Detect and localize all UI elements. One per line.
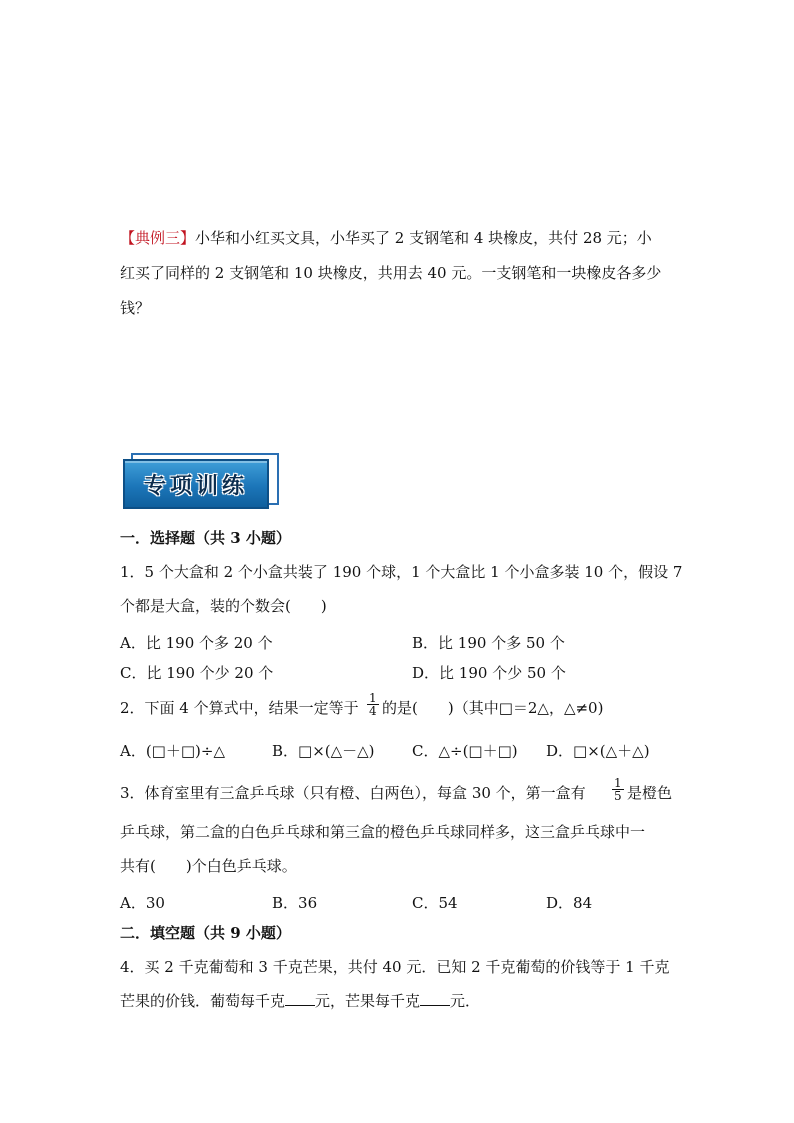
q3-fraction bbox=[612, 777, 624, 802]
q3-option-c: C．54 bbox=[412, 894, 458, 912]
q4-line1: 4．买 2 千克葡萄和 3 千克芒果，共付 40 元．已知 2 千克葡萄的价钱等于 1 千克 bbox=[120, 958, 670, 976]
section1-title: 一．选择题（共 3 小题） bbox=[120, 529, 291, 547]
q2-fraction-denominator: 4 bbox=[369, 704, 377, 718]
section-banner bbox=[123, 459, 269, 509]
q2-fraction bbox=[367, 692, 379, 717]
q2-option-c: C．△÷(□＋□) bbox=[412, 742, 518, 760]
example3-tag: 【典例三】 bbox=[120, 229, 196, 247]
q1-option-a: A．比 190 个多 20 个 bbox=[120, 634, 273, 652]
q2-suffix: 的是( )（其中□＝2△，△≠0) bbox=[382, 699, 604, 717]
q1-option-d: D．比 190 个少 50 个 bbox=[412, 664, 566, 682]
example3-line1 bbox=[120, 228, 652, 248]
q2-fraction-numerator: 1 bbox=[369, 691, 377, 705]
q3-prefix: 3．体育室里有三盒乒乓球（只有橙、白两色），每盒 30 个，第一盒有 bbox=[120, 784, 586, 802]
q3-fraction-numerator: 1 bbox=[614, 776, 622, 790]
example3-text1: 小华和小红买文具，小华买了 2 支钢笔和 4 块橡皮，共付 28 元；小 bbox=[195, 229, 652, 247]
example3-line2: 红买了同样的 2 支钢笔和 10 块橡皮，共用去 40 元。一支钢笔和一块橡皮各多少 bbox=[120, 264, 662, 282]
q4-blank-mango-price[interactable] bbox=[420, 991, 450, 1006]
q3-option-a: A．30 bbox=[120, 894, 165, 912]
q3-line3: 共有( )个白色乒乓球。 bbox=[120, 857, 297, 875]
q1-line2: 个都是大盒，装的个数会( ) bbox=[120, 597, 327, 615]
q4-line2 bbox=[120, 991, 480, 1011]
q4-text-c: 元． bbox=[450, 992, 481, 1010]
q4-blank-grape-price[interactable] bbox=[285, 991, 315, 1006]
q2-prefix: 2．下面 4 个算式中，结果一定等于 bbox=[120, 699, 359, 717]
q4-text-a: 芒果的价钱．葡萄每千克 bbox=[120, 992, 286, 1010]
q3-line2: 乒乓球，第二盒的白色乒乓球和第三盒的橙色乒乓球同样多，这三盒乒乓球中一 bbox=[120, 823, 646, 841]
q2-option-b: B．□×(△－△) bbox=[272, 742, 375, 760]
example3-line3: 钱？ bbox=[120, 299, 151, 317]
q1-option-b: B．比 190 个多 50 个 bbox=[412, 634, 565, 652]
q2-option-d: D．□×(△＋△) bbox=[546, 742, 650, 760]
q3-fraction-denominator: 5 bbox=[614, 789, 622, 803]
section2-title: 二．填空题（共 9 小题） bbox=[120, 924, 291, 942]
q3-option-d: D．84 bbox=[546, 894, 593, 912]
q1-option-c: C．比 190 个少 20 个 bbox=[120, 664, 274, 682]
q3-option-b: B．36 bbox=[272, 894, 318, 912]
q3-suffix: 是橙色 bbox=[627, 784, 673, 802]
q2-option-a: A．(□＋□)÷△ bbox=[120, 742, 225, 760]
banner-label: 专项训练 bbox=[143, 473, 248, 499]
q4-text-b: 元，芒果每千克 bbox=[315, 992, 421, 1010]
q1-line1: 1．5 个大盒和 2 个小盒共装了 190 个球，1 个大盒比 1 个小盒多装 10 个，假设 7 bbox=[120, 563, 683, 581]
